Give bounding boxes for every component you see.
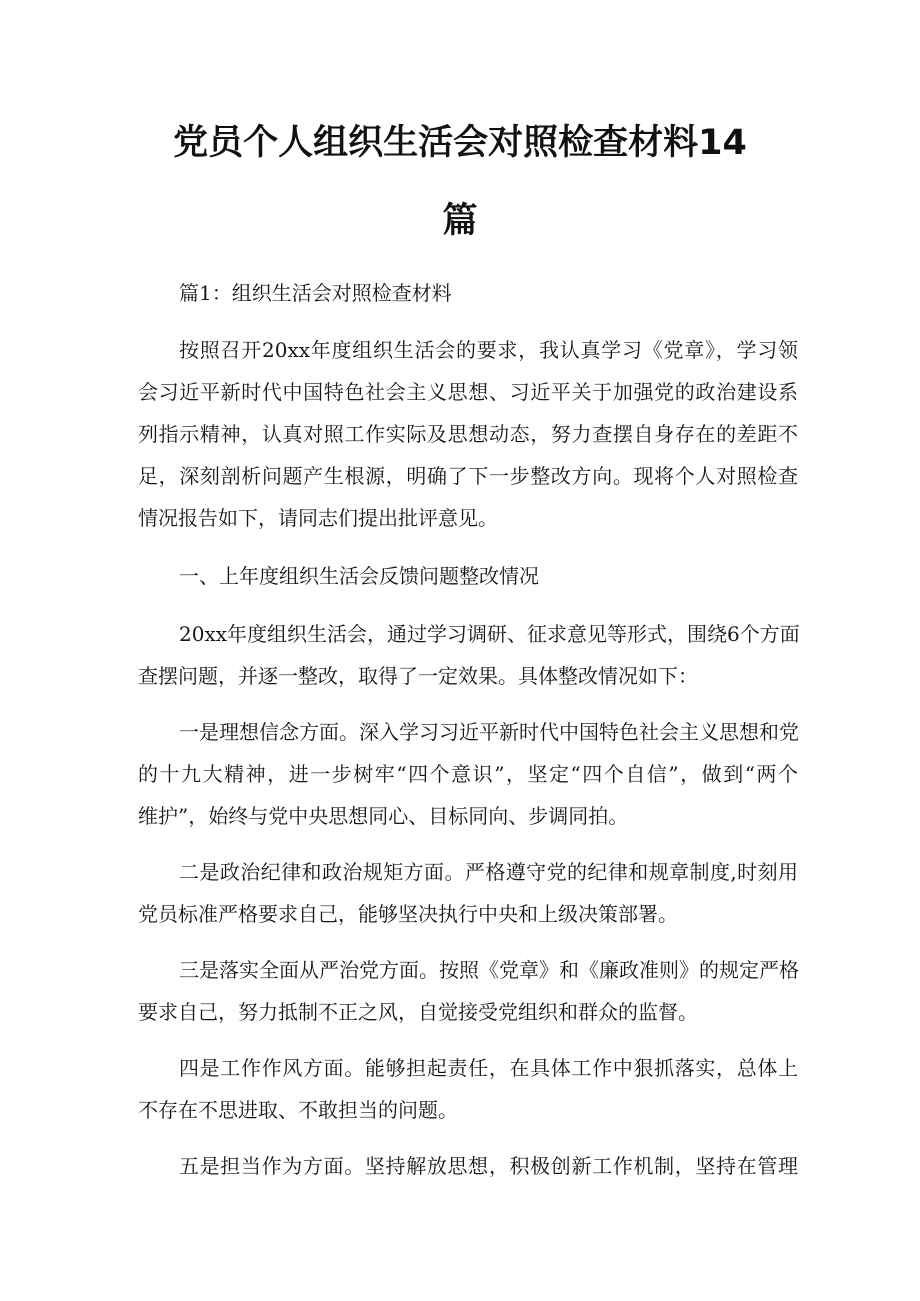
document-title-line-2: 篇 [442,201,478,241]
paragraph-line: 足，深刻剖析问题产生根源，明确了下一步整改方向。现将个人对照检查 [138,464,798,488]
section-heading-1: 一、上年度组织生活会反馈问题整改情况 [179,564,539,588]
paragraph-line: 四是工作作风方面。能够担起责任，在具体工作中狠抓落实，总体上 [179,1056,798,1080]
paragraph-line: 查摆问题，并逐一整改，取得了一定效果。具体整改情况如下： [138,664,698,688]
paragraph-line: 党员标准严格要求自己，能够坚决执行中央和上级决策部署。 [138,902,678,926]
paragraph-line: 二是政治纪律和政治规矩方面。严格遵守党的纪律和规章制度,时刻用 [179,860,798,884]
paragraph-line: 的十九大精神，进一步树牢“四个意识”，坚定“四个自信”，做到“两个 [138,762,798,786]
paragraph-line: 维护”，始终与党中央思想同心、目标同向、步调同拍。 [138,804,629,828]
section-heading-chapter-1: 篇1：组织生活会对照检查材料 [179,281,452,305]
paragraph-line: 按照召开20xx年度组织生活会的要求，我认真学习《党章》，学习领 [179,338,798,362]
paragraph-line: 不存在不思进取、不敢担当的问题。 [138,1098,458,1122]
paragraph-line: 列指示精神，认真对照工作实际及思想动态，努力查摆自身存在的差距不 [138,422,798,446]
document-title-line-1: 党员个人组织生活会对照检查材料14 [173,123,747,163]
paragraph-line: 会习近平新时代中国特色社会主义思想、习近平关于加强党的政治建设系 [138,380,798,404]
paragraph-line: 情况报告如下，请同志们提出批评意见。 [138,506,498,530]
paragraph-line: 五是担当作为方面。坚持解放思想，积极创新工作机制，坚持在管理 [179,1154,798,1178]
paragraph-line: 要求自己，努力抵制不正之风，自觉接受党组织和群众的监督。 [138,1000,698,1024]
paragraph-line: 20xx年度组织生活会，通过学习调研、征求意见等形式，围绕6个方面 [179,622,800,646]
paragraph-line: 三是落实全面从严治党方面。按照《党章》和《廉政准则》的规定严格 [179,958,799,982]
paragraph-line: 一是理想信念方面。深入学习习近平新时代中国特色社会主义思想和党 [179,720,799,744]
